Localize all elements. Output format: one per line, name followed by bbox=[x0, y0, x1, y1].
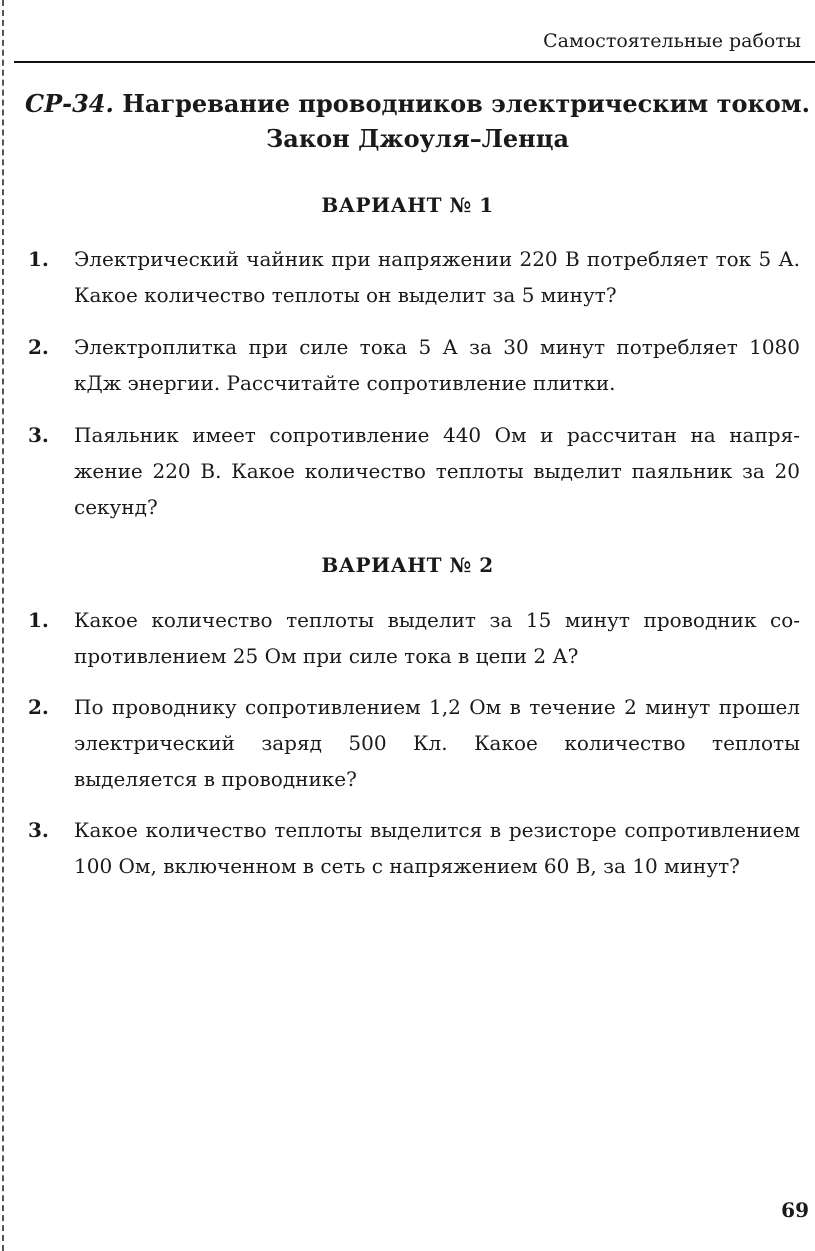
task-text: Какое количество теплоты выделит за 15 минут проводник сопротивлением 25 Ом при силе тока в цепи 2 А? bbox=[74, 608, 800, 668]
variant-2-heading: ВАРИАНТ № 2 bbox=[321, 553, 494, 577]
task-text: Электроплитка при силе тока 5 А за 30 минут потребляет 1080 кДж энергии. Рассчитайте сопротивление плитки. bbox=[74, 335, 800, 395]
task-text: Паяльник имеет сопротивление 440 Ом и рассчитан на напряжение 220 В. Какое количество теплоты выделит паяльник за 20 секунд? bbox=[74, 423, 800, 519]
running-head: Самостоятельные работы bbox=[543, 30, 801, 52]
title-text: Нагревание проводников электрическим током. bbox=[122, 89, 810, 118]
variant-2-task-3 bbox=[28, 812, 800, 884]
task-number: 3. bbox=[28, 423, 49, 447]
task-number: 2. bbox=[28, 335, 49, 359]
task-number: 1. bbox=[28, 247, 49, 271]
title-line-2: Закон Джоуля–Ленца bbox=[265, 124, 570, 153]
page-edge-cut-line bbox=[2, 0, 4, 1251]
header-rule bbox=[14, 61, 815, 63]
title-code: СР-34. bbox=[24, 89, 114, 118]
task-text: По проводнику сопротивлением 1,2 Ом в течение 2 минут прошел электрический заряд 500 Кл. Какое количество теплоты выделяется в проводнике? bbox=[74, 695, 800, 791]
title-line-1 bbox=[20, 86, 815, 121]
page-number: 69 bbox=[781, 1198, 809, 1222]
task-text: Электрический чайник при напряжении 220 В потребляет ток 5 А. Какое количество теплоты он выделит за 5 минут? bbox=[74, 247, 800, 307]
variant-1-task-3 bbox=[28, 417, 800, 525]
variant-1-heading: ВАРИАНТ № 1 bbox=[321, 193, 494, 217]
variant-1-task-1 bbox=[28, 241, 800, 313]
variant-1-task-2 bbox=[28, 329, 800, 401]
task-number: 1. bbox=[28, 608, 49, 632]
variant-2-task-2 bbox=[28, 689, 800, 797]
task-number: 3. bbox=[28, 818, 49, 842]
task-text: Какое количество теплоты выделится в резисторе сопротивлением 100 Ом, включенном в сеть с напряжением 60 В, за 10 минут? bbox=[74, 818, 800, 878]
task-number: 2. bbox=[28, 695, 49, 719]
page-title bbox=[20, 86, 815, 156]
variant-2-task-1 bbox=[28, 602, 800, 674]
